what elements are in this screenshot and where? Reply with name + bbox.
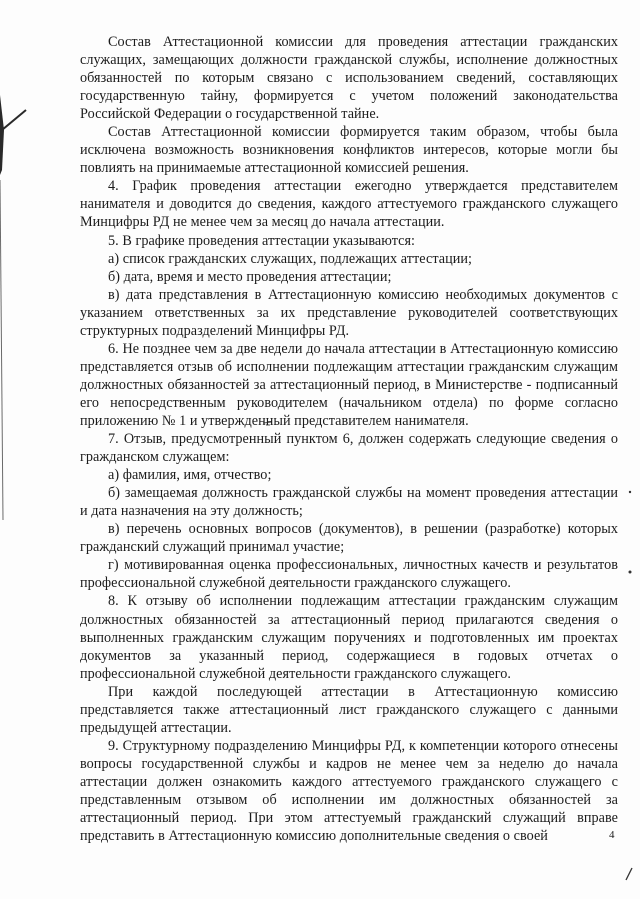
paragraph: в) перечень основных вопросов (документов), в решении (разработке) которых гражданский служащий принимал участие; [80, 521, 618, 556]
paragraph: При каждой последующей аттестации в Аттестационную комиссию представляется также аттестационный лист гражданского служащего с данными предыдущей аттестации. [80, 683, 618, 736]
paragraph: в) дата представления в Аттестационную комиссию необходимых документов с указанием ответственных за их представление руководителей соответствующих структурных подразделений Минцифры РД. [80, 286, 618, 339]
paragraph: 7. Отзыв, предусмотренный пунктом 6, должен содержать следующие сведения о гражданском служащем: [80, 431, 618, 466]
paragraph: 6. Не позднее чем за две недели до начала аттестации в Аттестационную комиссию представляется отзыв об исполнении подлежащим аттестации гражданским служащим должностных обязанностей за аттестационный период, в Министерстве - подписанный его непосредственным руководителем (начальником отдела) по форме согласно приложению № 1 и утвержденный представителем нанимателя. [80, 340, 618, 429]
paragraph: б) замещаемая должность гражданской службы на момент проведения аттестации и дата назначения на эту должность; [80, 485, 618, 520]
paragraph: б) дата, время и место проведения аттестации; [108, 268, 392, 285]
paragraph: а) фамилия, имя, отчество; [108, 467, 272, 484]
right-edge-scan-mark [620, 0, 640, 899]
paragraph: Состав Аттестационной комиссии для проведения аттестации гражданских служащих, замещающих должности гражданской службы, исполнение должностных обязанностей по которым связано с использованием сведений, составляющих государственную тайну, формируется с учетом положений законодательства Российской Федерации о государственной тайне. [80, 34, 618, 123]
left-edge-scan-mark [0, 0, 30, 899]
document-body [80, 33, 618, 845]
page-number: 4 [609, 829, 615, 841]
paragraph: Состав Аттестационной комиссии формируется таким образом, чтобы была исключена возможность возникновения конфликтов интересов, которые могли бы повлиять на принимаемые аттестационной комиссией решения. [80, 124, 618, 177]
paragraph: 5. В графике проведения аттестации указываются: [108, 232, 416, 249]
paragraph: 8. К отзыву об исполнении подлежащим аттестации гражданским служащим должностных обязанностей за аттестационный период прилагаются сведения о выполненных гражданским служащим поручениях и подготовленных им проектах документов за указанный период, содержащиеся в годовых отчетах о профессиональной служебной деятельности гражданского служащего. [80, 593, 618, 682]
paragraph: а) список гражданских служащих, подлежащих аттестации; [108, 250, 473, 267]
paragraph: 4. График проведения аттестации ежегодно утверждается представителем нанимателя и доводится до сведения, каждого аттестуемого гражданского служащего Минцифры РД не менее чем за месяц до начала аттестации. [80, 178, 618, 231]
paragraph: 9. Структурному подразделению Минцифры РД, к компетенции которого отнесены вопросы государственной службы и кадров не менее чем за неделю до начала аттестации должен ознакомить каждого аттестуемого гражданского служащего с представленным отзывом об исполнении им должностных обязанностей за аттестационный период. При этом аттестуемый гражданский служащий вправе представить в Аттестационную комиссию дополнительные сведения о своей [80, 737, 618, 845]
paragraph: г) мотивированная оценка профессиональных, личностных качеств и результатов профессиональной служебной деятельности гражданского служащего. [80, 557, 618, 592]
